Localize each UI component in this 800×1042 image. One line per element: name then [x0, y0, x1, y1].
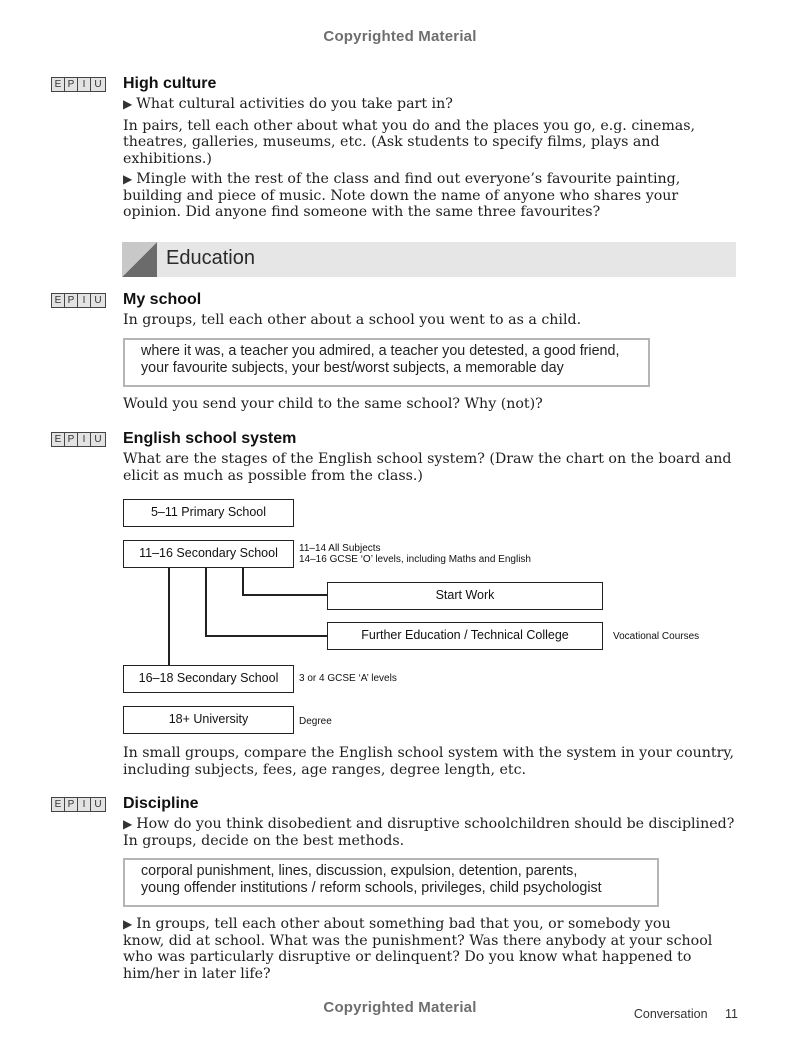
note-degree: Degree	[299, 716, 332, 727]
level-tag	[51, 797, 106, 812]
prompt-line: corporal punishment, lines, discussion, expulsion, detention, parents,	[141, 863, 578, 879]
level-tag	[51, 432, 106, 447]
triangle-arrow-icon: ▶	[123, 97, 133, 111]
paragraph: What are the stages of the English school system? (Draw the chart on the board and elicit as much as possible from the class.)	[123, 451, 732, 484]
level-e: E	[52, 294, 65, 307]
connector-line	[205, 568, 207, 635]
level-u: U	[94, 79, 102, 90]
prompt-box	[123, 338, 650, 387]
note-line: 14–16 GCSE ‘O’ levels, including Maths and English	[299, 554, 531, 565]
note-a-levels: 3 or 4 GCSE ‘A’ levels	[299, 673, 397, 684]
section-title: High culture	[123, 75, 217, 92]
section-discipline	[123, 795, 735, 849]
level-i: I	[78, 78, 91, 91]
section-title: English school system	[123, 430, 297, 447]
node-university: 18+ University	[123, 706, 294, 734]
paragraph	[123, 171, 735, 221]
level-p: P	[65, 433, 78, 446]
level-tag	[51, 77, 106, 92]
banner-title: Education	[166, 247, 255, 269]
paragraph: In small groups, compare the English school system with the system in your country, including subjects, fees, age ranges, degree length, etc.	[123, 745, 735, 778]
level-p: P	[65, 294, 78, 307]
page-number: 11	[725, 1007, 738, 1021]
section-title: Discipline	[123, 795, 199, 812]
connector-line	[242, 594, 327, 596]
triangle-arrow-icon: ▶	[123, 917, 133, 931]
connector-line	[242, 568, 244, 594]
level-p: P	[65, 798, 78, 811]
node-start-work: Start Work	[327, 582, 603, 610]
connector-line	[205, 635, 327, 637]
prompt-line: your favourite subjects, your best/worst subjects, a memorable day	[141, 359, 564, 376]
level-u: U	[94, 434, 102, 445]
level-e: E	[52, 798, 65, 811]
level-e: E	[52, 433, 65, 446]
level-e: E	[52, 78, 65, 91]
prompt-box	[123, 858, 659, 907]
question-text: How do you think disobedient and disruptive schoolchildren should be disciplined? In groups, decide on the best methods.	[123, 816, 735, 849]
banner-triangle-icon	[122, 242, 157, 277]
connector-line	[168, 568, 170, 665]
prompt-line: young offender institutions / reform schools, privileges, child psychologist	[141, 879, 602, 896]
level-tag	[51, 293, 106, 308]
note-line: 11–14 All Subjects	[299, 543, 381, 554]
note-secondary	[299, 543, 531, 565]
level-i: I	[78, 294, 91, 307]
section-title: My school	[123, 291, 202, 308]
paragraph	[123, 916, 713, 982]
level-u: U	[94, 799, 102, 810]
section-my-school	[123, 291, 735, 329]
footer-section: Conversation	[633, 1007, 708, 1021]
node-secondary-school: 11–16 Secondary School	[123, 540, 294, 568]
paragraph: In groups, tell each other about a school you went to as a child.	[123, 312, 582, 328]
education-banner	[122, 242, 736, 277]
paragraph-text: Mingle with the rest of the class and find out everyone’s favourite painting, building and piece of music. Note down the name of anyone who shares your opinion. Did anyone find someone with the same three favourites?	[123, 171, 681, 220]
level-i: I	[78, 798, 91, 811]
question-text: What cultural activities do you take part in?	[136, 96, 453, 112]
section-high-culture	[123, 75, 735, 221]
node-primary-school: 5–11 Primary School	[123, 499, 294, 527]
triangle-arrow-icon: ▶	[123, 817, 133, 831]
copyright-watermark-top: Copyrighted Material	[323, 28, 477, 45]
note-vocational: Vocational Courses	[613, 631, 700, 642]
level-u: U	[94, 295, 102, 306]
node-further-education: Further Education / Technical College	[327, 622, 603, 650]
question	[123, 96, 735, 113]
copyright-watermark-bottom: Copyrighted Material	[323, 999, 477, 1016]
level-i: I	[78, 433, 91, 446]
paragraph-text: In groups, tell each other about something bad that you, or somebody you know, did at school. What was the punishment? Was there anybody at your school who was particularly disruptive or delinquent? Do you know what happened to him/her in later life?	[123, 916, 713, 982]
paragraph: Would you send your child to the same school? Why (not)?	[123, 396, 543, 412]
question	[123, 816, 735, 849]
prompt-line: where it was, a teacher you admired, a teacher you detested, a good friend,	[141, 343, 620, 359]
section-english-school-system	[123, 430, 735, 484]
node-sixth-form: 16–18 Secondary School	[123, 665, 294, 693]
paragraph: In pairs, tell each other about what you do and the places you go, e.g. cinemas, theatres, galleries, museums, etc. (Ask students to specify films, plays and exhibitions.)	[123, 117, 696, 167]
triangle-arrow-icon: ▶	[123, 172, 133, 186]
page-footer	[634, 1007, 738, 1021]
level-p: P	[65, 78, 78, 91]
